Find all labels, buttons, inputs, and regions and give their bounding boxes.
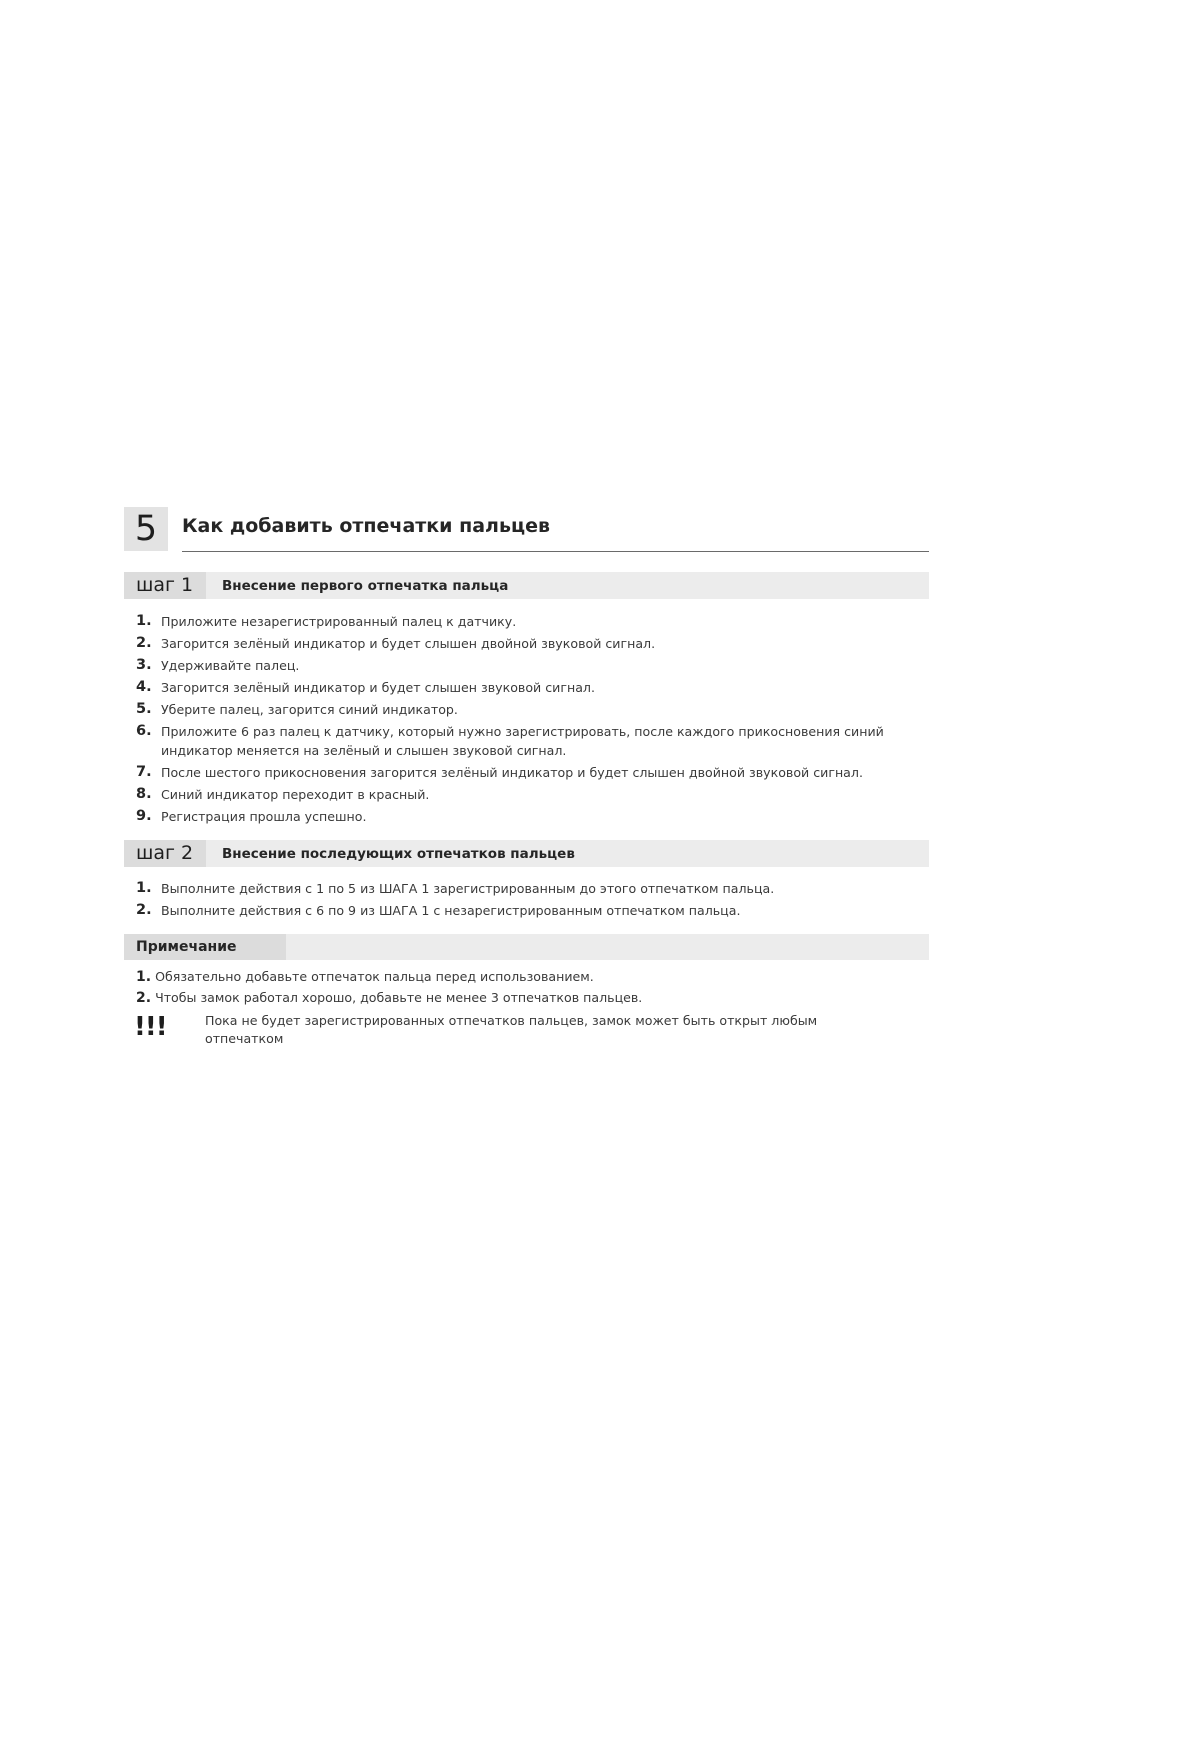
step-2-item	[136, 879, 926, 898]
item-number: 9.	[136, 808, 152, 824]
item-text: Регистрация прошла успешно.	[161, 809, 367, 824]
item-text: Приложите незарегистрированный палец к датчику.	[161, 614, 517, 629]
item-number: 2.	[136, 990, 152, 1006]
warning-icon: !!!	[134, 1012, 167, 1042]
step-1-title: Внесение первого отпечатка пальца	[222, 578, 509, 594]
item-text: Выполните действия с 6 по 9 из ШАГА 1 с незарегистрированным отпечатком пальца.	[161, 903, 741, 918]
step-1-label: шаг 1	[124, 572, 206, 599]
step-1-header	[124, 572, 929, 599]
step-2-header	[124, 840, 929, 867]
step-1-item	[136, 722, 926, 760]
item-number: 7.	[136, 764, 152, 780]
item-text: Удерживайте палец.	[161, 658, 300, 673]
item-text: Выполните действия с 1 по 5 из ШАГА 1 зарегистрированным до этого отпечатком пальца.	[161, 881, 775, 896]
step-1-item	[136, 785, 926, 804]
step-1-item	[136, 700, 926, 719]
item-text: Синий индикатор переходит в красный.	[161, 787, 430, 802]
item-number: 2.	[136, 635, 152, 651]
item-number: 1.	[136, 880, 152, 896]
step-1-item	[136, 678, 926, 697]
section-title: Как добавить отпечатки пальцев	[182, 515, 550, 537]
item-number: 3.	[136, 657, 152, 673]
section-header	[124, 507, 929, 553]
item-number: 1.	[136, 969, 152, 985]
item-number: 8.	[136, 786, 152, 802]
step-1-item	[136, 807, 926, 826]
item-text: После шестого прикосновения загорится зелёный индикатор и будет слышен двойной звуковой сигнал.	[161, 765, 863, 780]
item-number: 5.	[136, 701, 152, 717]
item-text: Приложите 6 раз палец к датчику, который нужно зарегистрировать, после каждого прикосновения синий индикатор меняется на зелёный и слышен звуковой сигнал.	[161, 724, 884, 758]
warning-text: Пока не будет зарегистрированных отпечатков пальцев, замок может быть открыт любым отпечатком	[205, 1013, 818, 1046]
step-2-item	[136, 901, 926, 920]
item-number: 6.	[136, 723, 152, 739]
section-divider	[182, 551, 929, 552]
step-1-item	[136, 656, 926, 675]
note-header	[124, 934, 929, 960]
item-text: Чтобы замок работал хорошо, добавьте не менее 3 отпечатков пальцев.	[155, 990, 643, 1005]
section-number: 5	[124, 507, 168, 551]
step-1-item	[136, 634, 926, 653]
item-text: Загорится зелёный индикатор и будет слышен двойной звуковой сигнал.	[161, 636, 656, 651]
step-1-item	[136, 763, 926, 782]
item-number: 2.	[136, 902, 152, 918]
note-item	[136, 967, 926, 987]
item-text: Уберите палец, загорится синий индикатор.	[161, 702, 458, 717]
note-item	[136, 988, 926, 1008]
item-text: Загорится зелёный индикатор и будет слышен звуковой сигнал.	[161, 680, 595, 695]
step-2-title: Внесение последующих отпечатков пальцев	[222, 846, 575, 862]
item-number: 4.	[136, 679, 152, 695]
note-label: Примечание	[124, 934, 286, 960]
item-number: 1.	[136, 613, 152, 629]
item-text: Обязательно добавьте отпечаток пальца перед использованием.	[155, 969, 594, 984]
step-2-label: шаг 2	[124, 840, 206, 867]
step-1-item	[136, 612, 926, 631]
